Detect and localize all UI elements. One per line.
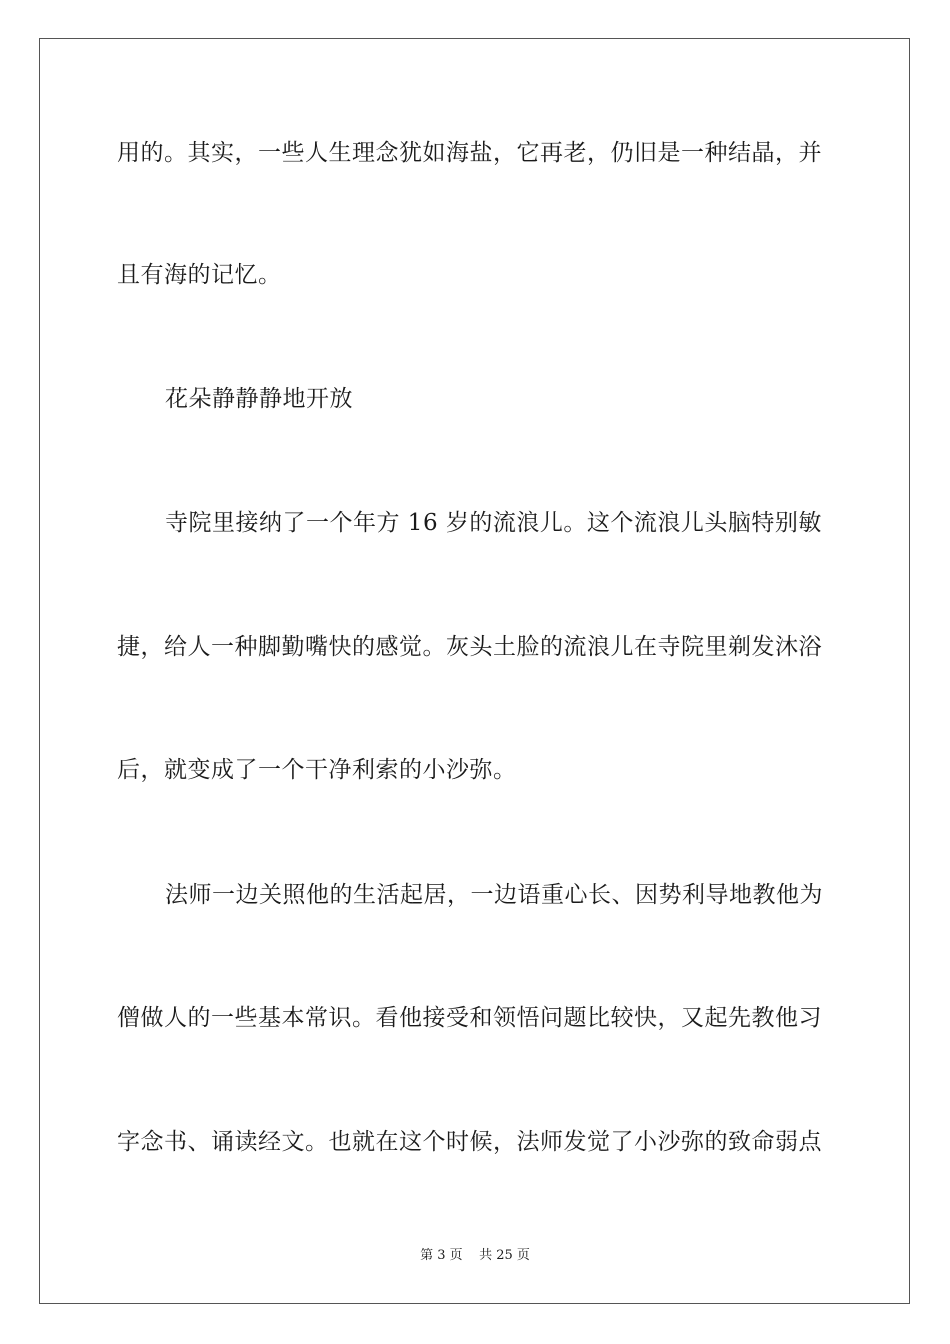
text-line: 后，就变成了一个干净利索的小沙弥。 <box>117 757 517 783</box>
page-border <box>39 38 910 1304</box>
text-line: 用的。其实，一些人生理念犹如海盐，它再老，仍旧是一种结晶，并 <box>117 140 822 166</box>
text-line: 寺院里接纳了一个年方 16 岁的流浪儿。这个流浪儿头脑特别敏 <box>165 510 822 536</box>
text-line: 僧做人的一些基本常识。看他接受和领悟问题比较快，又起先教他习 <box>117 1005 822 1031</box>
text-line: 且有海的记忆。 <box>117 262 282 288</box>
text-line: 法师一边关照他的生活起居，一边语重心长、因势利导地教他为 <box>165 882 823 908</box>
section-heading: 花朵静静静地开放 <box>165 386 353 412</box>
page-number-footer: 第 3 页 共 25 页 <box>420 1248 530 1263</box>
text-line: 捷，给人一种脚勤嘴快的感觉。灰头土脸的流浪儿在寺院里剃发沐浴 <box>117 634 822 660</box>
text-line: 字念书、诵读经文。也就在这个时候，法师发觉了小沙弥的致命弱点 <box>117 1129 822 1155</box>
